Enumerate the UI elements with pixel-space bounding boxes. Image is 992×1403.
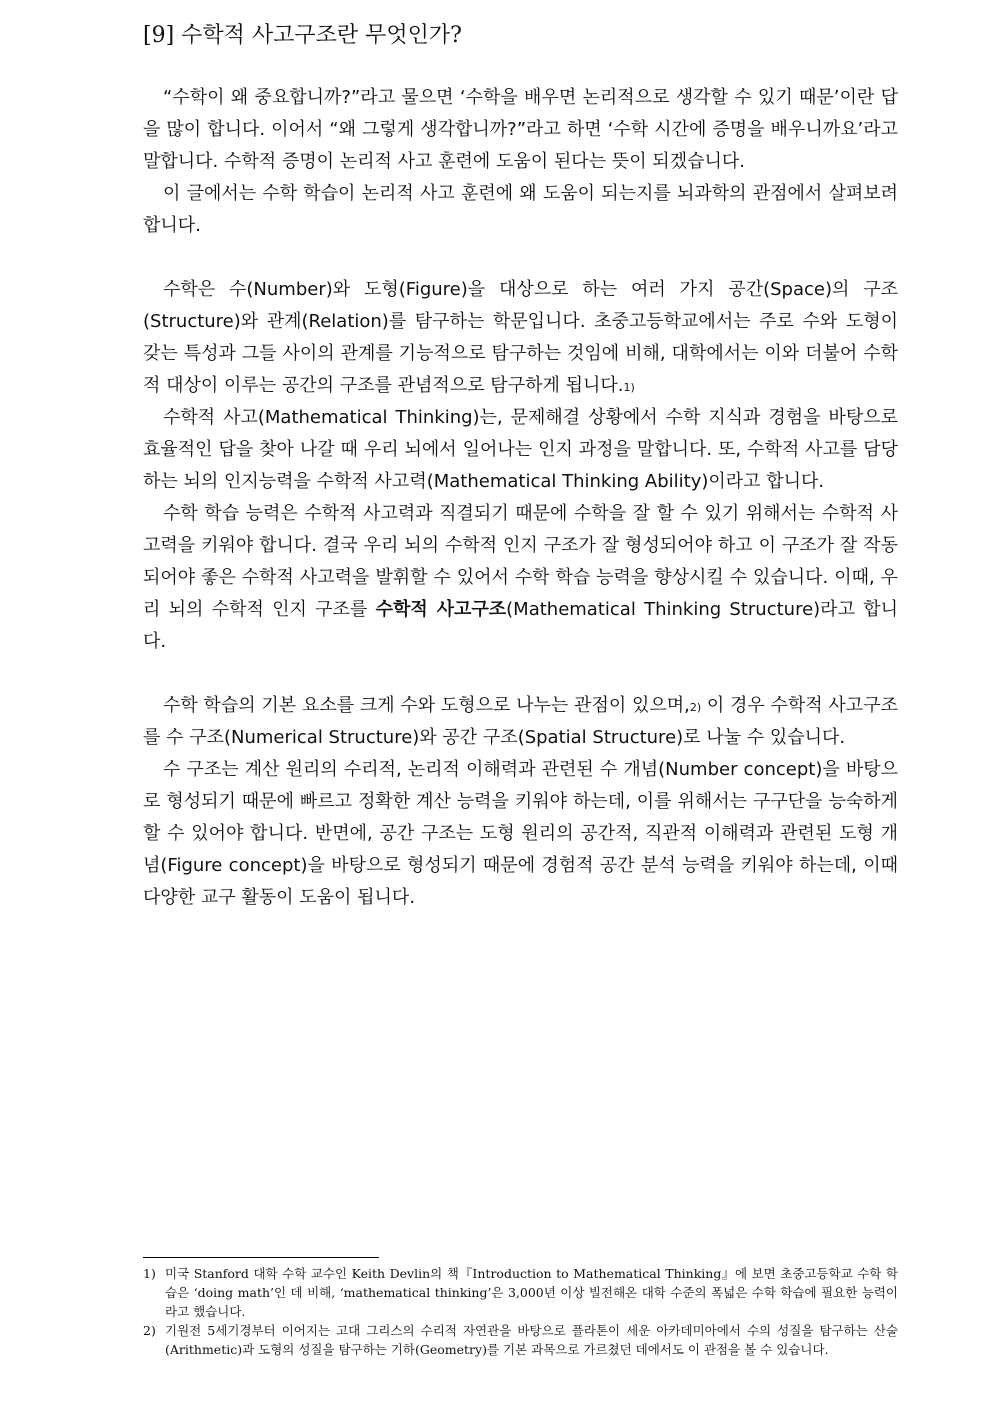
footnote-ref-2: 2) bbox=[689, 701, 702, 714]
paragraph-definition bbox=[143, 274, 898, 402]
footnote-1 bbox=[143, 1264, 898, 1321]
paragraph-mathematical-thinking: 수학적 사고(Mathematical Thinking)는, 문제해결 상황에서 수학 지식과 경험을 바탕으로 효율적인 답을 찾아 나갈 때 우리 뇌에서 일어나는 인지 과정을 말합니다. 또, 수학적 사고를 담당하는 뇌의 인지능력을 수학적 사고력(Mathematical Thinking Ability)이라고 합니다. bbox=[143, 407, 898, 492]
paragraph-basic-elements-text-b: 이 경우 수학적 사고구조를 수 구조(Numerical Structure)와 공간 구조(Spatial Structure)로 나눌 수 있습니다. bbox=[143, 695, 898, 748]
paragraph-thinking-structure-text-a: 수학 학습 능력은 수학적 사고력과 직결되기 때문에 수학을 잘 할 수 있기 위해서는 수학적 사고력을 키워야 합니다. 결국 우리 뇌의 수학적 인지 구조가 잘 형성되어야 하고 이 구조가 잘 작동되어야 좋은 수학적 사고력을 발휘할 수 있어서 수학 학습 능력을 향상시킬 수 있습니다. 이때, 우리 뇌의 수학적 인지 구조를 bbox=[143, 503, 898, 620]
paragraph-thinking-structure bbox=[143, 498, 898, 658]
paragraph-gap bbox=[143, 242, 898, 274]
footnote-text: 미국 Stanford 대학 수학 교수인 Keith Devlin의 책『Introduction to Mathematical Thinking』에 보면 초중고등학교 수학 학습은 ‘doing math’인 데 비해, ‘mathematical thinking’은 3,000년 이상 빌전해온 대학 수준의 폭넓은 수학 학습에 필요한 능력이라고 했습니다. bbox=[165, 1266, 898, 1319]
paragraph-definition-text: 수학은 수(Number)와 도형(Figure)을 대상으로 하는 여러 가지 공간(Space)의 구조(Structure)와 관계(Relation)를 탐구하는 학문입니다. 초중고등학교에서는 주로 수와 도형이 갖는 특성과 그들 사이의 관계를 기능적으로 탐구하는 것임에 비해, 대학에서는 이와 더불어 수학적 대상이 이루는 공간의 구조를 관념적으로 탐구하게 됩니다. bbox=[143, 279, 898, 396]
paragraph-gap bbox=[143, 658, 898, 690]
footnote-2 bbox=[143, 1321, 898, 1359]
highlight-term: 수학적 사고구조 bbox=[375, 599, 507, 620]
footnote-text: 기원전 5세기경부터 이어지는 고대 그리스의 수리적 자연관을 바탕으로 플라톤이 세운 아카데미아에서 수의 성질을 탐구하는 산술(Arithmetic)과 도형의 성질을 탐구하는 기하(Geometry)를 기본 과목으로 가르쳤던 데에서도 이 관점을 볼 수 있습니다. bbox=[165, 1323, 898, 1357]
paragraph-thinking-structure-text-b: (Mathematical Thinking Structure)라고 합니다. bbox=[143, 599, 898, 652]
paragraph-number-structure: 수 구조는 계산 원리의 수리적, 논리적 이해력과 관련된 수 개념(Number concept)을 바탕으로 형성되기 때문에 빠르고 정확한 계산 능력을 키워야 하는데, 이를 위해서는 구구단을 능숙하게 할 수 있어야 합니다. 반면에, 공간 구조는 도형 원리의 공간적, 직관적 이해력과 관련된 도형 개념(Figure concept)을 바탕으로 형성되기 때문에 경험적 공간 분석 능력을 키워야 하는데, 이때 다양한 교구 활동이 도움이 됩니다. bbox=[143, 759, 898, 908]
footnote-number: 2) bbox=[143, 1323, 156, 1338]
paragraph-purpose: 이 글에서는 수학 학습이 논리적 사고 훈련에 왜 도움이 되는지를 뇌과학의 관점에서 살펴보려 합니다. bbox=[143, 183, 898, 236]
footnotes bbox=[143, 1257, 898, 1359]
page-title: [9] 수학적 사고구조란 무엇인가? bbox=[143, 23, 462, 48]
footnote-ref-1: 1) bbox=[623, 381, 635, 394]
document-page bbox=[143, 20, 898, 914]
body-text bbox=[143, 82, 898, 914]
paragraph-intro: “수학이 왜 중요합니까?”라고 물으면 ‘수학을 배우면 논리적으로 생각할 수 있기 때문’이란 답을 많이 합니다. 이어서 “왜 그렇게 생각합니까?”라고 하면 ‘수학 시간에 증명을 배우니까요’라고 말합니다. 수학적 증명이 논리적 사고 훈련에 도움이 된다는 뜻이 되겠습니다. bbox=[143, 87, 898, 172]
paragraph-basic-elements bbox=[143, 690, 898, 754]
paragraph-basic-elements-text-a: 수학 학습의 기본 요소를 크게 수와 도형으로 나누는 관점이 있으며, bbox=[163, 695, 690, 716]
footnote-number: 1) bbox=[143, 1266, 156, 1281]
footnote-divider bbox=[143, 1257, 379, 1258]
